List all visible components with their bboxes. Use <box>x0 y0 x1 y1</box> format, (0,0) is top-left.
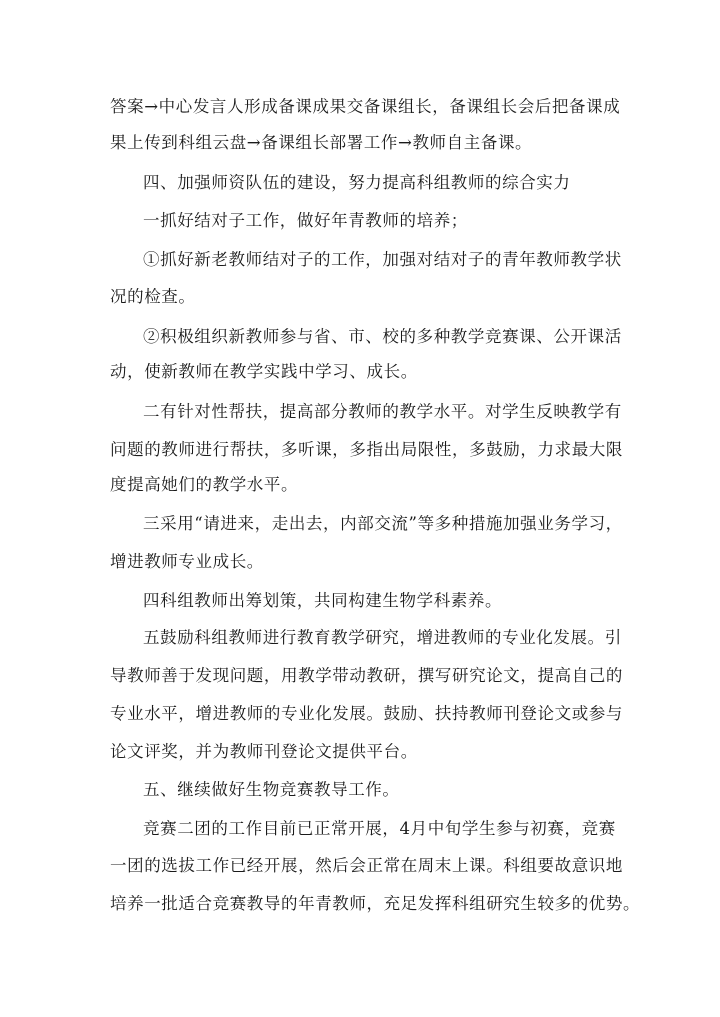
paragraph-line: 五鼓励科组教师进行教育教学研究，增进教师的专业化发展。引 <box>143 628 622 647</box>
section-heading: 五、继续做好生物竞赛教导工作。 <box>143 780 400 799</box>
paragraph-line: 增进教师专业成长。 <box>110 552 264 571</box>
paragraph-line: 果上传到科组云盘→备课组长部署工作→教师自主备课。 <box>110 133 533 152</box>
paragraph-line: 三采用“请进来，走出去，内部交流”等多种措施加强业务学习， <box>143 514 623 533</box>
paragraph-line: 四科组教师出筹划策，共同构建生物学科素养。 <box>143 591 503 610</box>
paragraph-line: 二有针对性帮扶，提高部分教师的教学水平。对学生反映教学有 <box>143 402 622 421</box>
paragraph-line: 一团的选拔工作已经开展，然后会正常在周末上课。科组要故意识地 <box>110 856 623 875</box>
paragraph-line: 竞赛二团的工作目前已正常开展，4月中旬学生参与初赛，竞赛 <box>143 819 616 838</box>
paragraph-line: 动，使新教师在教学实践中学习、成长。 <box>110 362 418 381</box>
paragraph-line: 答案→中心发言人形成备课成果交备课组长，备课组长会后把备课成 <box>110 97 621 116</box>
paragraph-line: 问题的教师进行帮扶，多听课，多指出局限性，多鼓励，力求最大限 <box>110 440 623 459</box>
paragraph-line: ②积极组织新教师参与省、市、校的多种教学竞赛课、公开课活 <box>143 327 622 346</box>
paragraph-line: 论文评奖，并为教师刊登论文提供平台。 <box>110 742 418 761</box>
paragraph-line: ①抓好新老教师结对子的工作，加强对结对子的青年教师教学状 <box>143 250 622 269</box>
section-heading: 四、加强师资队伍的建设，努力提高科组教师的综合实力 <box>143 173 571 192</box>
paragraph-line: 况的检查。 <box>110 287 196 306</box>
paragraph-line: 度提高她们的教学水平。 <box>110 475 299 494</box>
paragraph-line: 导教师善于发现问题，用教学带动教研，撰写研究论文，提高自己的 <box>110 666 623 685</box>
paragraph-line: 专业水平，增进教师的专业化发展。鼓励、扶持教师刊登论文或参与 <box>110 704 623 723</box>
paragraph-line: 培养一批适合竞赛教导的年青教师，充足发挥科组研究生较多的优势。 <box>110 894 641 913</box>
subheading: 一抓好结对子工作，做好年青教师的培养； <box>143 211 468 230</box>
